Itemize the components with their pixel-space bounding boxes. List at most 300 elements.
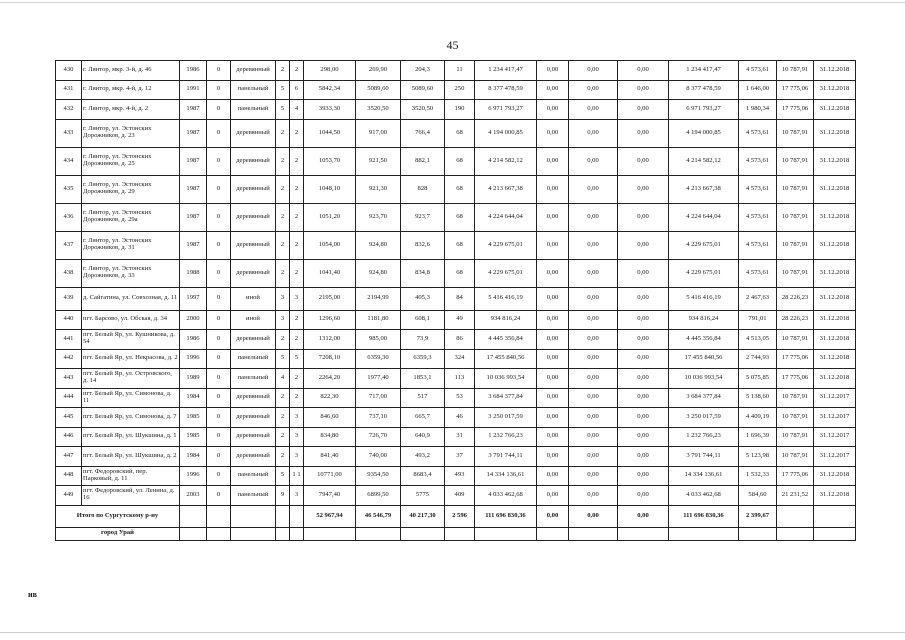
cell-living-area: 921,30 [356,175,401,203]
cell-fund-share: 0,00 [537,203,569,231]
cell-entrances: 6 [290,80,304,100]
cell-local-budget: 0,00 [618,119,669,147]
cell-deadline: 31.12.2018 [814,486,856,506]
scan-edge-bottom [0,632,905,633]
cell-residential-area: 832,6 [401,231,445,259]
cell-regional-budget: 0,00 [569,61,618,81]
cell-deadline: 31.12.2018 [814,369,856,389]
cell-deadline: 31.12.2018 [814,231,856,259]
cell-row-number: 443 [56,369,82,389]
cell-residents: 324 [445,349,475,369]
table-row [56,231,856,259]
cell-residential-area: 828 [401,175,445,203]
cell-cost-per-m2: 1 696,39 [739,427,777,447]
cell-regional-budget: 0,00 [569,80,618,100]
table-row [56,203,856,231]
total-label: Итого по Сургутскому р-ну [56,505,180,527]
empty-cell [180,527,207,540]
cell-row-number: 433 [56,119,82,147]
empty-cell [276,527,290,540]
cell-total-area: 7947,40 [304,486,356,506]
cell-entrances: 2 [290,310,304,330]
cell-row-number: 448 [56,466,82,486]
cell-deadline: 31.12.2017 [814,388,856,408]
cell-regional-budget: 0,00 [569,427,618,447]
cell-owners-funds: 4 224 644,04 [669,203,739,231]
cell-floors: 5 [276,349,290,369]
cell-cost-per-m2: 1 980,34 [739,100,777,120]
cell-living-area: 740,00 [356,447,401,467]
total-owners-funds: 111 696 830,36 [669,505,739,527]
cell-repair-cost-total: 934 816,24 [475,310,537,330]
cell-residential-area: 1853,1 [401,369,445,389]
cell-owners-funds: 4 229 675,01 [669,231,739,259]
cell-floors: 5 [276,80,290,100]
cell-living-area: 3520,50 [356,100,401,120]
cell-row-number: 436 [56,203,82,231]
cell-regional-budget: 0,00 [569,203,618,231]
empty-cell [777,527,814,540]
cell-entrances: 3 [290,427,304,447]
cell-residential-area: 766,4 [401,119,445,147]
cell-living-area: 717,00 [356,388,401,408]
cell-max-cost-per-m2: 17 775,06 [777,100,814,120]
cell-row-number: 439 [56,287,82,310]
total-residents: 2 596 [445,505,475,527]
total-fund-share: 0,00 [537,505,569,527]
cell-fund-share: 0,00 [537,310,569,330]
cell-year-built: 1984 [180,388,207,408]
cell-year-built: 1987 [180,203,207,231]
cell-regional-budget: 0,00 [569,100,618,120]
cell-repair-cost-total: 4 224 644,04 [475,203,537,231]
cell-regional-budget: 0,00 [569,310,618,330]
table-row [56,287,856,310]
cell-cost-per-m2: 791,01 [739,310,777,330]
cell-year-renovated: 0 [207,369,231,389]
cell-regional-budget: 0,00 [569,287,618,310]
cell-floors: 2 [276,388,290,408]
cell-deadline: 31.12.2017 [814,427,856,447]
cell-residents: 190 [445,100,475,120]
cell-local-budget: 0,00 [618,408,669,428]
cell-repair-cost-total: 4 229 675,01 [475,259,537,287]
cell-local-budget: 0,00 [618,175,669,203]
empty-cell [290,505,304,527]
cell-fund-share: 0,00 [537,80,569,100]
cell-fund-share: 0,00 [537,61,569,81]
empty-cell [777,505,814,527]
cell-local-budget: 0,00 [618,447,669,467]
cell-residential-area: 882,1 [401,147,445,175]
cell-deadline: 31.12.2018 [814,259,856,287]
cell-address: г. Лянтор, мкр. 4-й, д. 12 [82,80,180,100]
cell-owners-funds: 4 445 356,84 [669,330,739,350]
table-row [56,408,856,428]
cell-fund-share: 0,00 [537,466,569,486]
cell-residents: 11 [445,61,475,81]
cell-local-budget: 0,00 [618,388,669,408]
cell-entrances: 4 [290,100,304,120]
cell-max-cost-per-m2: 21 231,52 [777,486,814,506]
cell-year-built: 1987 [180,231,207,259]
cell-address: пгт. Федоровский, ул. Ленина, д. 16 [82,486,180,506]
cell-local-budget: 0,00 [618,287,669,310]
cell-max-cost-per-m2: 10 787,91 [777,408,814,428]
cell-owners-funds: 5 416 416,19 [669,287,739,310]
cell-entrances: 2 [290,119,304,147]
cell-fund-share: 0,00 [537,388,569,408]
cell-regional-budget: 0,00 [569,447,618,467]
cell-total-area: 1312,00 [304,330,356,350]
cell-address: пгт. Белый Яр, ул. Шукшина, д. 2 [82,447,180,467]
cell-living-area: 2194,99 [356,287,401,310]
cell-local-budget: 0,00 [618,259,669,287]
cell-deadline: 31.12.2018 [814,61,856,81]
cell-local-budget: 0,00 [618,80,669,100]
cell-repair-cost-total: 8 377 478,59 [475,80,537,100]
cell-year-built: 1989 [180,369,207,389]
table-row [56,466,856,486]
total-row [56,505,856,527]
table-body [56,61,856,541]
cell-year-renovated: 0 [207,427,231,447]
cell-residential-area: 5775 [401,486,445,506]
section-header-row [56,527,856,540]
cell-entrances: 5 [290,349,304,369]
table-row [56,369,856,389]
cell-year-renovated: 0 [207,388,231,408]
cell-wall-material: деревянный [231,447,276,467]
cell-address: г. Лянтор, мкр. 3-й, д. 46 [82,61,180,81]
cell-entrances: 3 [290,447,304,467]
cell-living-area: 269,90 [356,61,401,81]
cell-living-area: 5089,60 [356,80,401,100]
cell-total-area: 298,00 [304,61,356,81]
cell-wall-material: деревянный [231,427,276,447]
cell-owners-funds: 4 229 675,01 [669,259,739,287]
cell-total-area: 841,40 [304,447,356,467]
cell-wall-material: панельный [231,466,276,486]
cell-repair-cost-total: 1 232 766,23 [475,427,537,447]
empty-cell [669,527,739,540]
cell-address: пгт. Белый Яр, ул. Островского, д. 14 [82,369,180,389]
table-row [56,100,856,120]
cell-max-cost-per-m2: 10 787,91 [777,147,814,175]
cell-entrances: 3 [290,408,304,428]
cell-cost-per-m2: 5 123,98 [739,447,777,467]
cell-year-built: 1987 [180,100,207,120]
cell-residents: 409 [445,486,475,506]
cell-regional-budget: 0,00 [569,388,618,408]
cell-repair-cost-total: 5 416 416,19 [475,287,537,310]
cell-wall-material: деревянный [231,147,276,175]
cell-address: пгт. Федоровский, пер. Парковый, д. 11 [82,466,180,486]
cell-regional-budget: 0,00 [569,259,618,287]
cell-entrances: 2 [290,330,304,350]
cell-max-cost-per-m2: 10 787,91 [777,175,814,203]
cell-entrances: 2 [290,369,304,389]
cell-cost-per-m2: 2 467,63 [739,287,777,310]
cell-regional-budget: 0,00 [569,466,618,486]
cell-year-built: 1991 [180,80,207,100]
cell-cost-per-m2: 4 573,61 [739,259,777,287]
cell-year-built: 2003 [180,486,207,506]
cell-row-number: 442 [56,349,82,369]
cell-wall-material: деревянный [231,119,276,147]
cell-regional-budget: 0,00 [569,330,618,350]
cell-row-number: 449 [56,486,82,506]
cell-cost-per-m2: 584,60 [739,486,777,506]
cell-year-renovated: 0 [207,486,231,506]
cell-living-area: 6359,30 [356,349,401,369]
cell-cost-per-m2: 4 573,61 [739,231,777,259]
cell-address: г. Лянтор, мкр. 4-й, д. 2 [82,100,180,120]
cell-entrances: 3 [290,287,304,310]
cell-fund-share: 0,00 [537,100,569,120]
cell-floors: 2 [276,119,290,147]
table-row [56,486,856,506]
cell-total-area: 834,80 [304,427,356,447]
cell-deadline: 31.12.2017 [814,447,856,467]
cell-max-cost-per-m2: 10 787,91 [777,203,814,231]
cell-local-budget: 0,00 [618,147,669,175]
total-living-area: 46 546,79 [356,505,401,527]
cell-repair-cost-total: 3 250 017,59 [475,408,537,428]
cell-owners-funds: 1 232 766,23 [669,427,739,447]
cell-row-number: 430 [56,61,82,81]
cell-cost-per-m2: 2 744,93 [739,349,777,369]
table-row [56,447,856,467]
cell-residential-area: 493,2 [401,447,445,467]
cell-deadline: 31.12.2018 [814,203,856,231]
cell-repair-cost-total: 4 229 675,01 [475,231,537,259]
cell-year-renovated: 0 [207,203,231,231]
cell-year-built: 1996 [180,466,207,486]
cell-residents: 31 [445,427,475,447]
cell-deadline: 31.12.2018 [814,100,856,120]
cell-fund-share: 0,00 [537,259,569,287]
cell-year-renovated: 0 [207,447,231,467]
cell-max-cost-per-m2: 10 787,91 [777,388,814,408]
cell-floors: 5 [276,466,290,486]
cell-max-cost-per-m2: 10 787,91 [777,330,814,350]
empty-cell [814,527,856,540]
cell-total-area: 5842,34 [304,80,356,100]
cell-max-cost-per-m2: 10 787,91 [777,61,814,81]
cell-entrances: 2 [290,259,304,287]
empty-cell [537,527,569,540]
cell-max-cost-per-m2: 10 787,91 [777,259,814,287]
cell-residents: 68 [445,119,475,147]
empty-cell [290,527,304,540]
cell-fund-share: 0,00 [537,427,569,447]
cell-owners-funds: 4 033 462,68 [669,486,739,506]
cell-total-area: 822,30 [304,388,356,408]
cell-floors: 2 [276,175,290,203]
cell-fund-share: 0,00 [537,349,569,369]
cell-local-budget: 0,00 [618,369,669,389]
cell-residential-area: 517 [401,388,445,408]
cell-wall-material: деревянный [231,388,276,408]
cell-fund-share: 0,00 [537,147,569,175]
cell-row-number: 432 [56,100,82,120]
cell-owners-funds: 1 234 417,47 [669,61,739,81]
cell-residential-area: 8683,4 [401,466,445,486]
cell-wall-material: деревянный [231,330,276,350]
cell-row-number: 437 [56,231,82,259]
cell-wall-material: иной [231,287,276,310]
cell-local-budget: 0,00 [618,203,669,231]
cell-floors: 4 [276,369,290,389]
cell-wall-material: иной [231,310,276,330]
cell-owners-funds: 4 214 582,12 [669,147,739,175]
cell-address: пгт. Белый Яр, ул. Симонова, д. 7 [82,408,180,428]
cell-entrances: 2 [290,231,304,259]
cell-max-cost-per-m2: 17 775,06 [777,369,814,389]
cell-address: пгт. Белый Яр, ул. Симонова, д. 11 [82,388,180,408]
cell-regional-budget: 0,00 [569,231,618,259]
empty-cell [207,505,231,527]
empty-cell [356,527,401,540]
cell-cost-per-m2: 4 573,61 [739,61,777,81]
cell-residential-area: 6359,3 [401,349,445,369]
cell-total-area: 1044,50 [304,119,356,147]
cell-floors: 2 [276,231,290,259]
cell-local-budget: 0,00 [618,100,669,120]
empty-cell [304,527,356,540]
cell-total-area: 1054,00 [304,231,356,259]
cell-cost-per-m2: 1 646,00 [739,80,777,100]
cell-entrances: 2 [290,203,304,231]
cell-total-area: 1048,10 [304,175,356,203]
cell-row-number: 447 [56,447,82,467]
cell-repair-cost-total: 3 684 377,84 [475,388,537,408]
cell-row-number: 441 [56,330,82,350]
cell-year-built: 2000 [180,310,207,330]
cell-year-renovated: 0 [207,80,231,100]
cell-wall-material: панельный [231,100,276,120]
cell-regional-budget: 0,00 [569,369,618,389]
cell-cost-per-m2: 4 573,61 [739,203,777,231]
cell-fund-share: 0,00 [537,447,569,467]
cell-fund-share: 0,00 [537,287,569,310]
cell-max-cost-per-m2: 28 226,23 [777,287,814,310]
cell-residential-area: 640,9 [401,427,445,447]
cell-residents: 37 [445,447,475,467]
empty-cell [180,505,207,527]
cell-residents: 84 [445,287,475,310]
cell-total-area: 1051,20 [304,203,356,231]
cell-local-budget: 0,00 [618,310,669,330]
cell-residents: 250 [445,80,475,100]
cell-row-number: 445 [56,408,82,428]
cell-owners-funds: 14 334 136,61 [669,466,739,486]
cell-total-area: 7208,10 [304,349,356,369]
cell-entrances: 1 1 [290,466,304,486]
cell-regional-budget: 0,00 [569,486,618,506]
cell-year-built: 1986 [180,330,207,350]
cell-living-area: 9354,50 [356,466,401,486]
cell-wall-material: деревянный [231,259,276,287]
cell-fund-share: 0,00 [537,486,569,506]
cell-floors: 2 [276,408,290,428]
cell-owners-funds: 8 377 478,59 [669,80,739,100]
cell-residential-area: 405,3 [401,287,445,310]
cell-regional-budget: 0,00 [569,349,618,369]
cell-living-area: 923,70 [356,203,401,231]
cell-year-renovated: 0 [207,119,231,147]
cell-row-number: 431 [56,80,82,100]
cell-year-renovated: 0 [207,231,231,259]
total-local-budget: 0,00 [618,505,669,527]
cell-local-budget: 0,00 [618,427,669,447]
cell-floors: 2 [276,330,290,350]
cell-total-area: 1041,40 [304,259,356,287]
cell-living-area: 1977,40 [356,369,401,389]
cell-max-cost-per-m2: 10 787,91 [777,427,814,447]
cell-owners-funds: 934 816,24 [669,310,739,330]
empty-cell [231,527,276,540]
cell-residential-area: 834,8 [401,259,445,287]
cell-residents: 86 [445,330,475,350]
cell-max-cost-per-m2: 17 775,06 [777,80,814,100]
cell-deadline: 31.12.2018 [814,466,856,486]
cell-living-area: 917,00 [356,119,401,147]
cell-residents: 46 [445,408,475,428]
cell-repair-cost-total: 1 234 417,47 [475,61,537,81]
cell-local-budget: 0,00 [618,231,669,259]
empty-cell [739,527,777,540]
cell-year-renovated: 0 [207,466,231,486]
cell-wall-material: деревянный [231,231,276,259]
cell-living-area: 726,70 [356,427,401,447]
cell-address: д. Сайгатина, ул. Совхозная, д. 11 [82,287,180,310]
cell-local-budget: 0,00 [618,486,669,506]
cell-year-renovated: 0 [207,408,231,428]
cell-address: пгт. Белый Яр, ул. Некрасова, д. 2 [82,349,180,369]
cell-wall-material: деревянный [231,61,276,81]
cell-row-number: 446 [56,427,82,447]
table-row [56,61,856,81]
empty-cell [445,527,475,540]
cell-fund-share: 0,00 [537,231,569,259]
cell-living-area: 6899,50 [356,486,401,506]
empty-cell [401,527,445,540]
cell-fund-share: 0,00 [537,330,569,350]
cell-row-number: 444 [56,388,82,408]
cell-max-cost-per-m2: 17 775,06 [777,466,814,486]
cell-year-renovated: 0 [207,175,231,203]
cell-residents: 53 [445,388,475,408]
cell-local-budget: 0,00 [618,330,669,350]
cell-deadline: 31.12.2018 [814,349,856,369]
cell-local-budget: 0,00 [618,349,669,369]
cell-owners-funds: 3 791 744,11 [669,447,739,467]
empty-cell [475,527,537,540]
cell-residents: 68 [445,175,475,203]
cell-year-renovated: 0 [207,330,231,350]
cell-residential-area: 3520,50 [401,100,445,120]
cell-row-number: 440 [56,310,82,330]
cell-year-renovated: 0 [207,310,231,330]
cell-total-area: 2195,00 [304,287,356,310]
cell-year-renovated: 0 [207,61,231,81]
cell-repair-cost-total: 4 213 667,38 [475,175,537,203]
cell-wall-material: панельный [231,80,276,100]
cell-fund-share: 0,00 [537,369,569,389]
table-row [56,349,856,369]
